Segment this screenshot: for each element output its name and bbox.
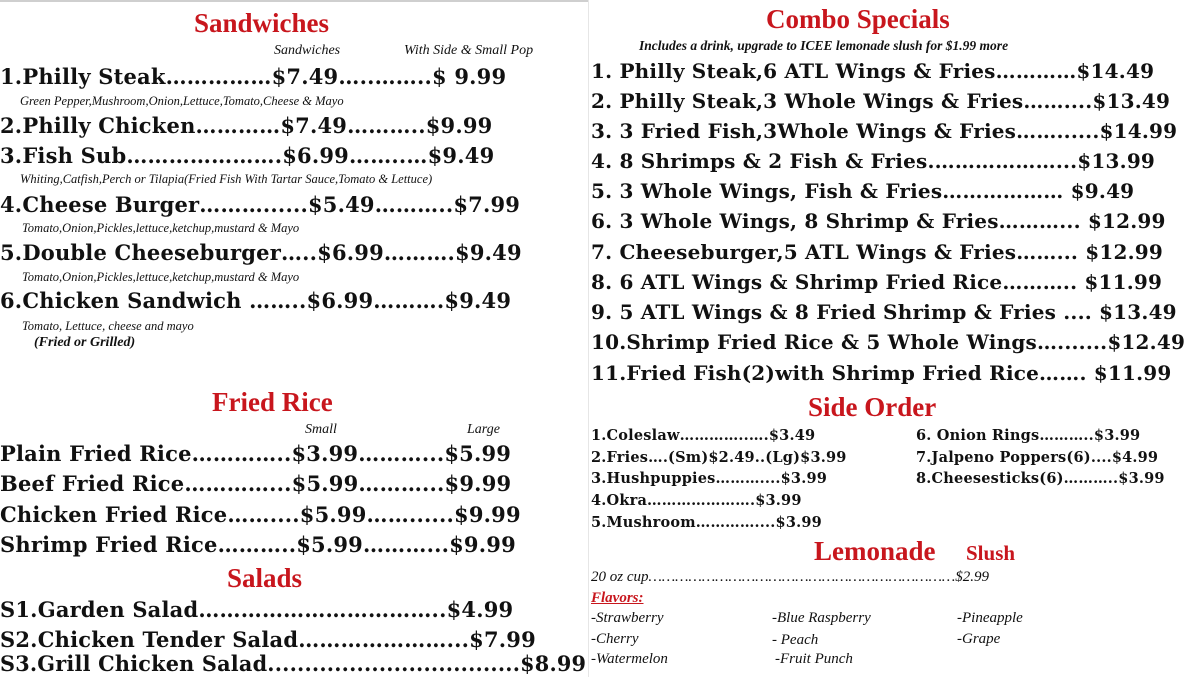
flavor-cherry: -Cherry [591, 631, 639, 647]
sandwiches-col-header: Sandwiches [274, 43, 341, 58]
flavors-label: Flavors: [591, 590, 644, 606]
flavor-peach: - Peach [772, 632, 819, 648]
sandwich-item-6-note: (Fried or Grilled) [34, 335, 136, 350]
combo-item-9: 9. 5 ATL Wings & 8 Fried Shrimp & Fries .... $13.49 [591, 300, 1177, 324]
sandwich-item-4-desc: Tomato,Onion,Pickles,lettuce,ketchup,mustard & Mayo [22, 221, 300, 235]
cup-price-line: 20 oz cup……………………………………………………………$2.99 [591, 569, 990, 585]
flavor-fruit-punch: -Fruit Punch [775, 651, 853, 667]
sandwich-item-1: 1.Philly Steak……………$7.49…..……..$ 9.99 [0, 64, 507, 89]
fried-rice-item-1: Plain Fried Rice…………..$3.99………...$5.99 [0, 441, 512, 466]
combo-item-1: 1. Philly Steak,6 ATL Wings & Fries…………$14.49 [591, 59, 1155, 83]
side-item-3: 3.Hushpuppies………....$3.99 [591, 470, 828, 487]
combo-item-5: 5. 3 Whole Wings, Fish & Fries……………… $9.49 [591, 179, 1135, 203]
salad-item-3: S3.Grill Chicken Salad..................................$8.99 [0, 651, 587, 676]
flavor-blue-raspberry: -Blue Raspberry [772, 610, 871, 626]
combo-specials-title: Combo Specials [766, 4, 950, 34]
side-item-1: 1.Coleslaw…………..….$3.49 [591, 427, 816, 444]
side-item-4: 4.Okra………………….$3.99 [591, 492, 802, 509]
flavor-pineapple: -Pineapple [957, 610, 1023, 626]
slush-title: Slush [966, 541, 1016, 565]
sandwich-item-3-desc: Whiting,Catfish,Perch or Tilapia(Fried Fish With Tartar Sauce,Tomato & Lettuce) [20, 172, 433, 186]
large-col-header: Large [467, 422, 500, 437]
side-item-7: 7.Jalpeno Poppers(6)....$4.99 [916, 449, 1159, 466]
flavor-grape: -Grape [957, 631, 1001, 647]
sandwich-item-6: 6.Chicken Sandwich ……..$6.99……….$9.49 [0, 288, 512, 313]
combo-item-10: 10.Shrimp Fried Rice & 5 Whole Wings….......$12.49 [591, 330, 1186, 354]
top-border [0, 0, 588, 2]
combo-item-6: 6. 3 Whole Wings, 8 Shrimp & Fries………... $12.99 [591, 209, 1166, 233]
lemonade-title: Lemonade [814, 536, 936, 566]
sandwich-item-1-desc: Green Pepper,Mushroom,Onion,Lettuce,Tomato,Cheese & Mayo [20, 94, 344, 108]
salad-item-1: S1.Garden Salad……………………………..$4.99 [0, 597, 514, 622]
sandwich-item-4: 4.Cheese Burger………......$5.49………..$7.99 [0, 192, 521, 217]
combo-item-8: 8. 6 ATL Wings & Shrimp Fried Rice……….. $11.99 [591, 270, 1163, 294]
fried-rice-item-2: Beef Fried Rice…………...$5.99………...$9.99 [0, 471, 512, 496]
combo-subtitle: Includes a drink, upgrade to ICEE lemonade slush for $1.99 more [639, 38, 1009, 53]
small-col-header: Small [305, 422, 337, 437]
fried-rice-item-4: Shrimp Fried Rice………..$5.99………...$9.99 [0, 532, 516, 557]
fried-rice-item-3: Chicken Fried Rice……....$5.99……......$9.99 [0, 502, 521, 527]
sandwich-item-3: 3.Fish Sub………………….$6.99……..…$9.49 [0, 143, 495, 168]
combo-item-4: 4. 8 Shrimps & 2 Fish & Fries.………………...$13.99 [591, 149, 1156, 173]
sandwiches-title: Sandwiches [194, 8, 330, 38]
sandwich-item-2: 2.Philly Chicken…………$7.49………..$9.99 [0, 113, 493, 138]
fried-rice-title: Fried Rice [212, 387, 333, 417]
sandwich-item-5: 5.Double Cheeseburger…..$6.99……….$9.49 [0, 240, 522, 265]
combo-item-2: 2. Philly Steak,3 Whole Wings & Fries……....$13.49 [591, 89, 1171, 113]
sandwich-item-5-desc: Tomato,Onion,Pickles,lettuce,ketchup,mustard & Mayo [22, 270, 300, 284]
side-item-2: 2.Fries….(Sm)$2.49..(Lg)$3.99 [591, 449, 847, 466]
side-item-5: 5.Mushroom…………....$3.99 [591, 514, 822, 531]
salad-item-2: S2.Chicken Tender Salad…………………...$7.99 [0, 627, 536, 652]
side-pop-col-header: With Side & Small Pop [404, 43, 534, 58]
side-item-8: 8.Cheesesticks(6)………..$3.99 [916, 470, 1165, 487]
side-order-title: Side Order [808, 392, 937, 422]
column-divider [588, 0, 589, 677]
combo-item-3: 3. 3 Fried Fish,3Whole Wings & Fries……......$14.99 [591, 119, 1178, 143]
salads-title: Salads [227, 563, 303, 593]
combo-item-7: 7. Cheeseburger,5 ATL Wings & Fries……... $12.99 [591, 240, 1163, 264]
flavor-strawberry: -Strawberry [591, 610, 664, 626]
side-item-6: 6. Onion Rings………..$3.99 [916, 427, 1141, 444]
flavor-watermelon: -Watermelon [591, 651, 668, 667]
sandwich-item-6-desc: Tomato, Lettuce, cheese and mayo [22, 319, 194, 333]
combo-item-11: 11.Fried Fish(2)with Shrimp Fried Rice……. $11.99 [591, 361, 1172, 385]
